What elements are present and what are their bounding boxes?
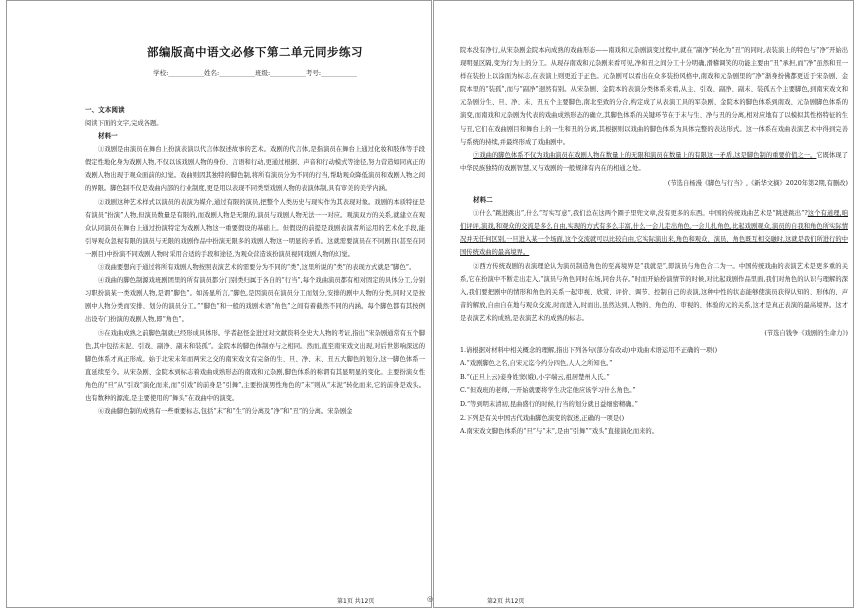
answer-option: A.“戏剧脚色之名,自宋元迄今约分四色,人人之所知也。” [460,360,613,368]
paragraph-text: 它既体现了中华民族独特的戏剧智慧,又与戏剧的一般规律有内在的相通之处。 [460,151,848,172]
material-one-label: 材料一 [98,132,118,141]
answer-option: B.“(正旦上云)妾身姓窦(娥),小字端云,祖居楚州人氏。” [460,373,610,381]
reading-instruction: 阅读下面的文字,完成各题。 [85,120,163,127]
question-one: 1.请根据对材料中相关概念的理解,指出下列各句(部分有改动)中戏曲术语运用不正确的一项() [460,347,718,355]
material-two-label: 材料二 [473,196,493,205]
paragraph-text: ①什么“跳进跳出”,什么“写实写意”,我们总在这两个圈子里兜文章,没有更多的东西。中国的传统戏曲艺术是“跳进跳出”? [473,210,808,218]
underlined-text: ⑦戏曲的脚色体系不仅为戏曲演员在戏剧人物在数量上的无限和演员在数量上的有限这一矛盾,这是脚色制的重要价值之一。 [473,151,817,159]
paragraph-seven [460,149,848,175]
paragraph: ①戏剧是由演员在舞台上扮演表演以代言体叙述故事的艺术。戏剧的代言体,是指演员在舞台上通过化妆和肢体等手段假定性地化身为戏剧人物,不仅以该戏剧人物的身份、言语和行动,更通过根据、声音和行动模式等途径,努力营造如同真正的戏剧人物出现于观众面前的幻觉。戏曲则因其独特的脚色制,将所有演员分为不同的行当,帮助观众降低演员和戏剧人物之间的界限。脚色制不仅是戏曲内部的行业制度,更是用以表现不同类型戏剧人物的表演体制,具有审美的美学内涵。 [85,146,425,193]
paragraph-continued: 院本没有净行,从宋杂剧金院本向成熟的戏曲形态——南戏和元杂剧演变过程中,就在“副净”转化为“丑”的同时,表装演上的特色与“净”开始出现明显区隔,变为行为上的分工。从现存南戏和元杂剧来看可见,净和丑之间分工十分明确,滑稽调笑的功能主要由“丑”承担,而“净”虽然和丑一样在装扮上以涂面为标志,在表演上则更近于正色。元杂剧可以看出在众多装扮风格中,南戏和元杂剧里的“净”渐身扮佛都更近于宋杂剧、金院本里的“装孤”,而与“副净”迥然有别。从宋杂剧、金院本的表演分类体系来看,从主、引戏、副净、副末、装孤五个主要脚色,到南宋戏文和元杂剧分生、旦、净、末、丑五个主要脚色,南北至致的分合,构定成了从表演工具的军杂剧、金院本的脚色体系到南戏、元杂剧脚色体系的演变,而南戏和元杂剧为代表的戏曲成熟形态的确立,其脚色体系的关键环节在于末与生、净与丑的分离,相对应地有了以模拟其性格特征的生与丑,它们在戏曲剧目和舞台上的一生和丑的分离,其根据则以戏曲的脚色体系为具体完整的表达形式。这一体系在戏曲表演艺术中得到完善与系统的持续,并最终形成了戏曲剧中。 [460,47,848,146]
paragraph: ②戏剧这种艺术样式以演员的表演为媒介,通过有限的演员,把整个人类历史与现实作为其表现对象。戏剧的本质特征是有演员“扮演”人物,但演员数量是有限的,而戏剧人物是无限的,演员与戏剧人物无法一一对应。观演双方的关系,就建立在观众认同演员在舞台上通过扮演特定为戏剧人物这一重要假设的基础上。但假设的前提是戏剧表演者所运用的艺术化手段,能引导观众忽视有限的演员与无限的戏剧作品中扮演无限多的戏剧人物这一明显的矛盾。这就需要演员在不同剧目(甚至在同一剧目)中扮演不同戏剧人物时采用合适的手段和途径,为观众营造该扮演员视同戏剧人物的幻觉。 [85,198,425,258]
paragraph: ④戏曲的脚色制源戏班剧团里的所有演员都分门别类归属于各自的“行当”,每个戏曲演员都有相对固定的具体分工,分别习职扮演某一类戏剧人物,是谓“脚色”。如汤显所言,“脚色,是因演员在演员分工而划分,安排的剧中人物的分类,同时又是按剧中人物分类而安排、划分的演员分工。”“脚色”和一般的戏剧术语“角色”之间有着截然不同的内涵。每个脚色都有其按例出设专门扮演的戏剧人物,即“角色”。 [85,277,425,324]
answer-option: C.“但戏班的老师,一开始就要将学生决定他应该学习什么角色。” [460,387,636,395]
paragraph: ②西方传统戏剧的表演理论认为演员制造角色的至高境界是“我就是”,即演员与角色合二为一。中国传统戏曲的表演艺术是更多重的关系,它在扮演中不断走出走入,“演员与角色同时在场,同台共存。”时而开始扮演情节的时候,对比起戏剧作品里面,我们对角色的认识与理解的深入,我们要把剧中的情形和角色的关系一起审视、欣赏、评价、调节、控制自己的表演,这种中性的状态能够使演员获得认知的、形体的、声音的解放,自由自在地与观众交流,时而进入,时而出,虽然达到,人物的、角色的、审视的、体验的元的关系,这才是真正表演的最高境界。这才是表演艺术的成熟,是表演艺术的成熟的标志。 [460,262,848,322]
section-heading: 一、文本阅读 [85,106,125,114]
answer-option: D.“等到明末清初,昆曲盛行的时候,行当的划分就日益细密精确。” [460,400,638,408]
binding-mark-icon: ◎ [426,595,434,603]
source-citation: (节选自杨漫《脚色与行当》,《新华文摘》2020年第2期,有删改) [667,179,848,187]
paragraph: ⑤在戏曲成熟之前脚色制就已经形成具体形。学者赵怪金进过对文献资料全史大人物的考证,指出“宋杂剧通常有五个脚色,其中包括末泥、引戏、副净、副末和装孤”。金院本的脚色体制亦与之相同。然而,直至南宋戏文出现,对后世影响深远的脚色体系才真正形成。始于北宋末年而两宋之交的南宋戏文有完备的生、旦、净、末、丑五大脚色的划分,这一脚色体系一直延续至今。从宋杂剧、金院本到标志着戏曲成熟形态的南戏和元杂剧,脚色体系的称谓有其显明显的变化。主要扮演女性角色的“旦”从“引戏”演化而来,而“引戏”的前身是“引舞”,主要扮演男性角色的“末”则从“末泥”转化而来,它的前身是戏头。也有数种的源流,是主要使用的“舞头”在戏曲中的演变。 [85,329,425,402]
question-two: 2.下列是有关中国古代戏曲脚色演变的叙述,正确的一项是() [460,414,625,422]
page-number-left: 第1页 共12页 [337,598,375,605]
document-title: 部编版高中语文必修下第二单元同步练习 [147,45,363,59]
student-info-line: 学校:___________姓名:___________班级:___________考号:___________ [153,69,357,77]
left-column [85,0,425,608]
source-citation: (节选自钱争《戏剧的生命力》) [764,329,848,337]
paragraph [460,207,848,259]
right-column [460,0,848,608]
underlined-text: 这个有道理,咱们评评,演戏,和观众的交流是多么自由,实现的方式有多么丰富,什么一会儿走出角色,一会儿扎角色,比起戏剧观众,演员的自我和角色所实际情况并无任何区别,一旦进入某一个场面,这个交流就可以比较自由,它实际演出来,角色和观众、演员、角色既互相交融时,这就是我们所进行的中国传统戏曲的最高境界。 [460,210,848,257]
paragraph: ⑥戏曲脚色制的成熟有一些重要标志,包括“末”和“生”的分离及“净”和“丑”的分离。宋杂剧金 [98,408,353,416]
answer-option: A.南宋戏文脚色体系的“旦”与“末”,是由“引舞”“戏头”直接演化而来的。 [460,427,659,435]
paragraph: ③戏曲要想向于通过将所有戏剧人物按照表演艺术的需要分为不同的“类”,这里所说的“类”的表现方式就是“脚色”。 [98,264,416,272]
page-number-right: 第2页 共12页 [487,598,525,605]
